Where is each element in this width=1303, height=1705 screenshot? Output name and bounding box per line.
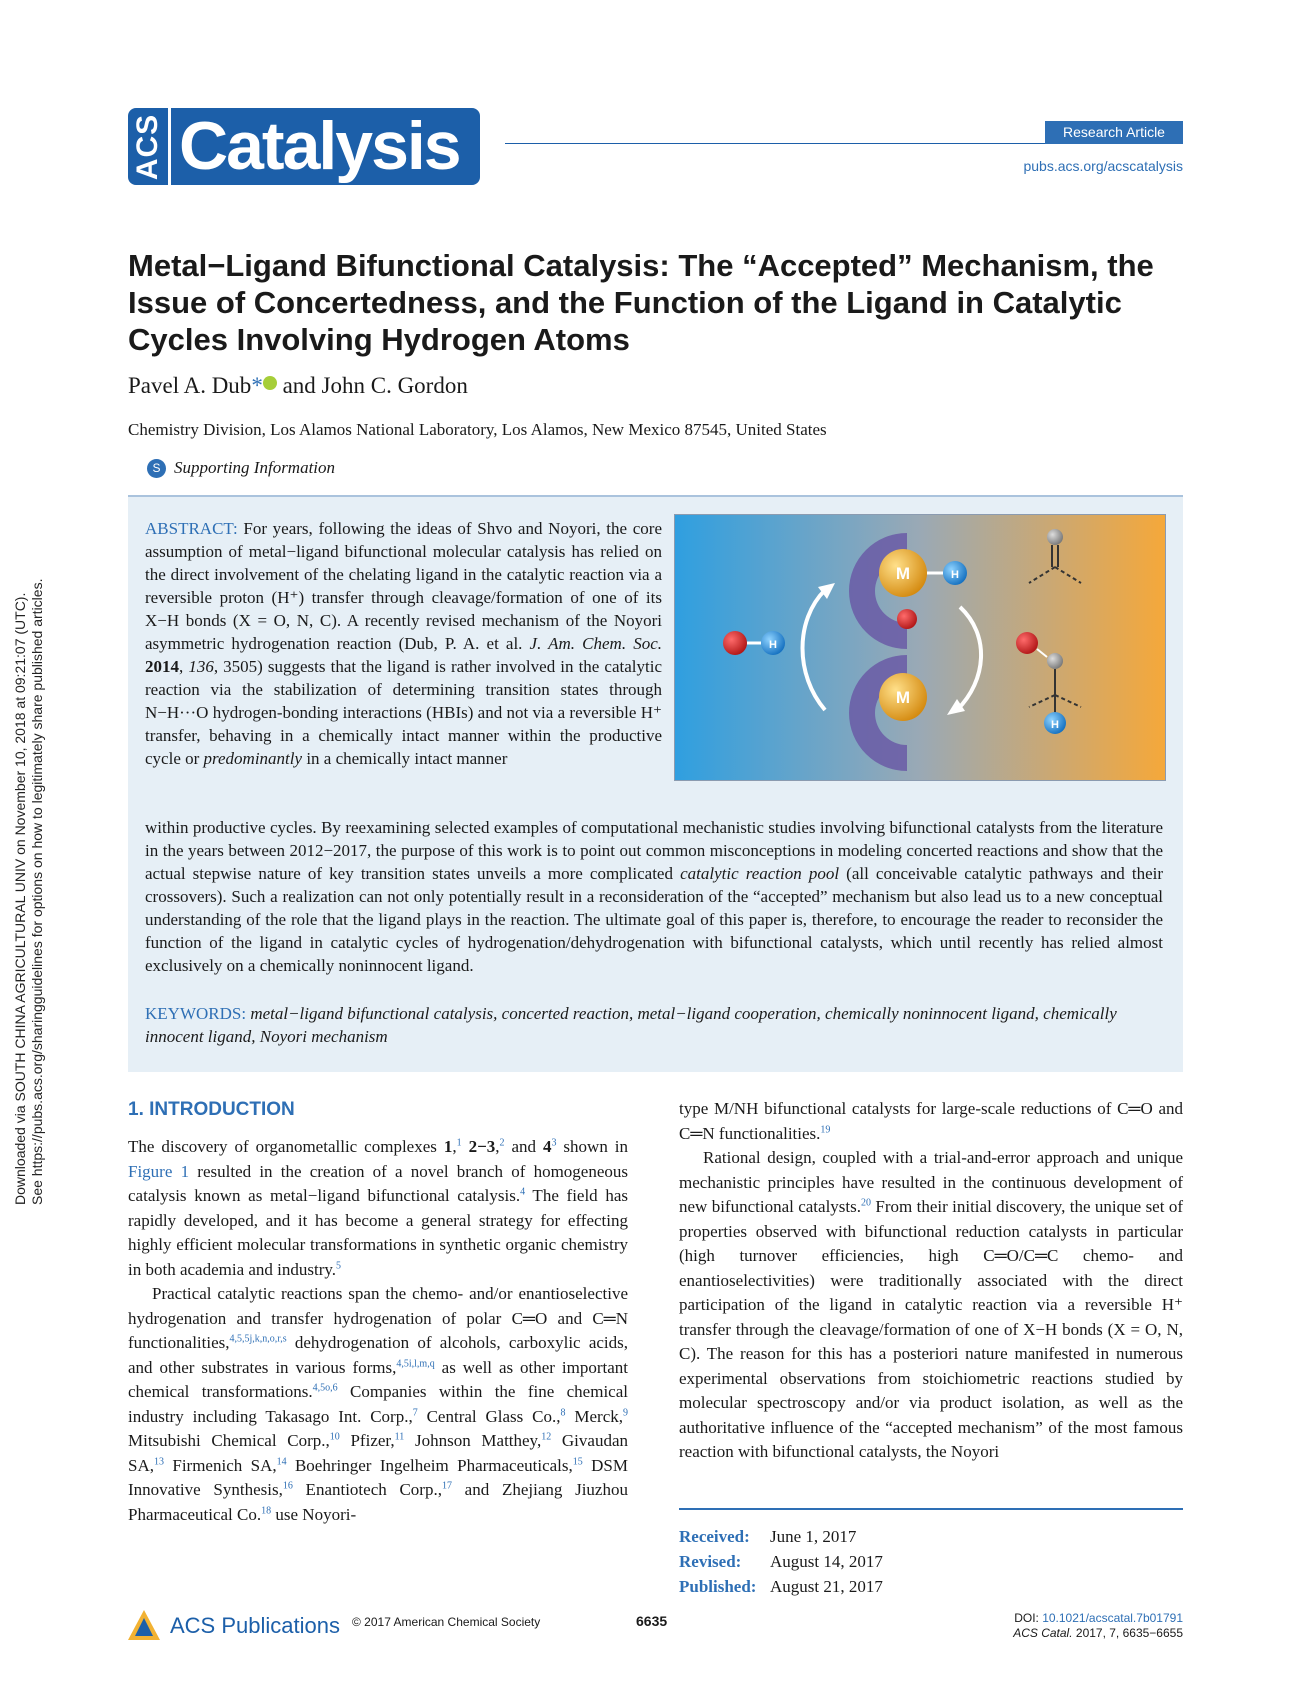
citation-ref[interactable]: 7 (412, 1406, 418, 1418)
logo-wordmark: Catalysis (179, 108, 460, 184)
citation-ref[interactable]: 8 (560, 1406, 566, 1418)
keywords (145, 1002, 1163, 1048)
citation-ref[interactable]: 17 (441, 1480, 452, 1492)
download-notice (12, 505, 46, 1205)
journal-logo[interactable] (128, 108, 480, 185)
citation-ref[interactable]: 13 (153, 1455, 164, 1467)
abstract-label: ABSTRACT: (145, 519, 238, 538)
citation-ref[interactable]: 15 (572, 1455, 583, 1467)
acs-publications-logo[interactable]: ACS Publications (126, 1608, 340, 1644)
corresponding-star[interactable]: * (251, 373, 263, 398)
copyright: © 2017 American Chemical Society (352, 1615, 541, 1629)
citation-ref[interactable]: 4 (520, 1186, 526, 1198)
download-notice-line1: Downloaded via SOUTH CHINA AGRICULTURAL UNIV on November 10, 2018 at 09:21:07 (UTC). (12, 592, 28, 1205)
toc-background (675, 515, 1165, 780)
citation-ref[interactable]: 10 (329, 1431, 340, 1443)
journal-site-link[interactable]: pubs.acs.org/acscatalysis (1023, 158, 1183, 174)
author-name[interactable]: Pavel A. Dub (128, 373, 252, 398)
citation-ref[interactable]: 2 (499, 1137, 505, 1149)
citation-ref[interactable]: 18 (261, 1504, 272, 1516)
citation-ref[interactable]: 4,5o,6 (312, 1382, 338, 1394)
affiliation: Chemistry Division, Los Alamos National Laboratory, Los Alamos, New Mexico 87545, United States (128, 420, 827, 439)
citation-ref[interactable]: 19 (820, 1123, 831, 1135)
alcohol-oxygen (1047, 653, 1063, 669)
header-rule (505, 143, 1048, 144)
svg-text:H: H (951, 569, 959, 581)
alcohol-h-atom (1016, 632, 1038, 654)
page-number: 6635 (636, 1613, 668, 1629)
logo-acs-mark: ACS (128, 108, 171, 185)
doi-citation: DOI: 10.1021/acscatal.7b01791 ACS Catal. 2017, 7, 6635−6655 (1013, 1611, 1183, 1640)
citation-ref[interactable]: 4,5i,l,m,q (396, 1357, 435, 1369)
abstract-journal: J. Am. Chem. Soc. (529, 634, 662, 653)
svg-text:H: H (769, 639, 777, 651)
citation-ref[interactable]: 20 (861, 1197, 872, 1209)
abstract-text: For years, following the ideas of Shvo and Noyori, the core assumption of metal−ligand bifunctional molecular catalysis has relied on the direct involvement of the chelating ligand in the catalytic reaction via a reversible proton (H⁺) transfer through cleavage/formation of one of its X−H bonds (X = O, N, C). A recently revised mechanism of the Noyori asymmetric hydrogenation reaction (Dub, P. A. et al. (145, 519, 662, 653)
paragraph: type M/NH bifunctional catalysts for large-scale reductions of C═O and C═N functionalities.$^{19}$ (679, 1099, 1183, 1143)
citation-ref[interactable]: 4,5,5j,k,n,o,r,s (229, 1333, 287, 1345)
citation-ref[interactable]: 16 (282, 1480, 293, 1492)
svg-text:M: M (895, 688, 911, 707)
abstract-text-top: ABSTRACT: For years, following the ideas of Shvo and Noyori, the core assumption of metal−ligand bifunctional molecular catalysis has relied on the direct involvement of the chelating ligand in the catalytic reaction via a reversible proton (H⁺) transfer through cleavage/formation of one of its X−H bonds (X = O, N, C). A recently revised mechanism of the Noyori asymmetric hydrogenation reaction (Dub, P. A. et al. J. Am. Chem. Soc. 2014, 136, 3505) suggests that the ligand is rather involved in the catalytic reaction via the stabilization of determining transition states through N−H···O hydrogen-bonding interactions (HBIs) and not via a reversible H⁺ transfer, behaving in a chemically intact manner within the productive cycle or predominantly in a chemically intact manner (145, 519, 662, 768)
abstract-text: in a chemically intact manner (302, 749, 508, 768)
keywords-text: metal−ligand bifunctional catalysis, concerted reaction, metal−ligand cooperation, chemically noninnocent ligand, chemically innocent ligand, Noyori mechanism (145, 1004, 1117, 1046)
h2-atom-1 (723, 631, 747, 655)
paragraph: Rational design, coupled with a trial-and-error approach and unique mechanistic principles have resulted in the continuous development of new bifunctional catalysts.$^{20}$ From their initial discovery, the unique set of properties observed with bifunctional reduction catalysts in particular (high turnover efficiencies, high C═O/C═C chemo- and enantioselectivities) were traditionally associated with the direct participation of the ligand in catalytic reaction via a reversible H⁺ transfer through the cleavage/formation of one of X−H bonds (X = O, N, C). The reason for this has a posteriori nature manifested in numerous experimental observations from stoichiometric reactions studied by molecular spectroscopy and/or via product isolation, as well as the authoritative influence of the “accepted mechanism” of the most famous reaction with bifunctional catalysts, the Noyori (679, 1148, 1183, 1461)
toc-graphic (674, 514, 1166, 781)
citation-ref[interactable]: 5 (336, 1259, 342, 1271)
abstract-emphasis: predominantly (203, 749, 303, 768)
received-date: June 1, 2017 (770, 1527, 857, 1546)
supporting-info-icon: S (147, 459, 166, 478)
citation-ref[interactable]: 11 (394, 1431, 405, 1443)
abstract-text: within productive cycles. By reexamining selected examples of computational mechanistic studies involving bifunctional catalysts from the literature in the years between 2012−2017, the purpose of this work is to point out common misconceptions in modeling concerted reactions and show that the actual stepwise nature of key transition states unveils a more complicated (145, 818, 1163, 883)
revised-date: August 14, 2017 (770, 1552, 883, 1571)
svg-text:H: H (1051, 719, 1059, 731)
citation-ref[interactable]: 14 (276, 1455, 287, 1467)
abstract-text: , 3505) suggests that the ligand is rather involved in the catalytic reaction via the stabilization of determining transition states through N−H···O hydrogen-bonding interactions (HBIs) and not via a reversible H⁺ transfer, behaving in a chemically intact manner within the productive cycle or (145, 657, 662, 768)
proton-atom-top (897, 609, 917, 629)
abstract-volume: 136 (188, 657, 214, 676)
citation-ref[interactable]: 12 (541, 1431, 552, 1443)
abstract-text-bottom (145, 816, 1163, 977)
orcid-icon[interactable] (263, 376, 277, 390)
paragraph: The discovery of organometallic complexes 1,$^1$ 2−3,$^2$ and $4^3$ shown in Figure 1 resulted in the creation of a novel branch of homogeneous catalysis known as metal−ligand bifunctional catalysis.$^4$ The field has rapidly developed, and it has become a general strategy for effecting highly efficient molecular transformations in synthetic organic chemistry in both academia and industry.$^5$ (128, 1137, 629, 1279)
doi-link[interactable]: 10.1021/acscatal.7b01791 (1042, 1611, 1183, 1625)
svg-text:M: M (895, 564, 911, 583)
author-name[interactable]: John C. Gordon (321, 373, 468, 398)
acs-emblem-icon (126, 1608, 162, 1644)
publication-history: Received: June 1, 2017 Revised: August 14, 2017 Published: August 21, 2017 (679, 1508, 1183, 1599)
abstract-text: (all conceivable catalytic pathways and their crossovers). Such a realization can not only potentially result in a reconsideration of the “accepted” mechanism but also lead us to a new conceptual understanding of the role that the ligand plays in the reaction. The ultimate goal of this paper is, therefore, to encourage the reader to reconsider the function of the ligand in catalytic cycles of hydrogenation/dehydrogenation with bifunctional catalysts, which until recently has relied almost exclusively on a chemically noninnocent ligand. (145, 864, 1164, 975)
supporting-info-label: Supporting Information (174, 458, 336, 477)
citation-ref[interactable]: 1 (456, 1137, 462, 1149)
abstract-emphasis: catalytic reaction pool (680, 864, 840, 883)
abstract-year: 2014 (145, 657, 179, 676)
section-heading: 1. INTRODUCTION (128, 1099, 295, 1120)
figure-link[interactable]: Figure 1 (128, 1161, 190, 1181)
citation-ref[interactable]: 9 (623, 1406, 628, 1418)
supporting-info-link[interactable] (147, 458, 335, 478)
author-list (128, 373, 468, 399)
keywords-label: KEYWORDS: (145, 1004, 247, 1023)
author-connector: and (276, 373, 322, 398)
download-notice-line2: See https://pubs.acs.org/sharingguidelines for options on how to legitimately share published articles. (29, 578, 45, 1205)
column-right (679, 1097, 1183, 1465)
article-title: Metal−Ligand Bifunctional Catalysis: The “Accepted” Mechanism, the Issue of Concertedness, and the Function of the Ligand in Catalytic Cycles Involving Hydrogen Atoms (128, 248, 1154, 357)
ketone-oxygen (1047, 529, 1063, 545)
published-date: August 21, 2017 (770, 1577, 883, 1596)
citation-ref[interactable]: 3 (551, 1137, 557, 1149)
column-left (128, 1135, 628, 1527)
article-type-badge: Research Article (1045, 121, 1183, 144)
paragraph: Practical catalytic reactions span the chemo- and/or enantioselective hydrogenation and transfer hydrogenation of polar C═O and C═N functionalities,$^{4,5,5j,k,n,o,r,s}$ dehydrogenation of alcohols, carboxylic acids, and other substrates in various forms,$^{4,5i,l,m,q}$ as well as other important chemical transformations.$^{4,5o,6}$ Companies within the fine chemical industry including Takasago Int. Corp.,$^7$ Central Glass Co.,$^8$ Merck,$^9$ Mitsubishi Chemical Corp.,$^{10}$ Pfizer,$^{11}$ Johnson Matthey,$^{12}$ Givaudan SA,$^{13}$ Firmenich SA,$^{14}$ Boehringer Ingelheim Pharmaceuticals,$^{15}$ DSM Innovative Synthesis,$^{16}$ Enantiotech Corp.,$^{17}$ and Zhejiang Jiuzhou Pharmaceutical Co.$^{18}$ use Noyori- (128, 1284, 629, 1524)
